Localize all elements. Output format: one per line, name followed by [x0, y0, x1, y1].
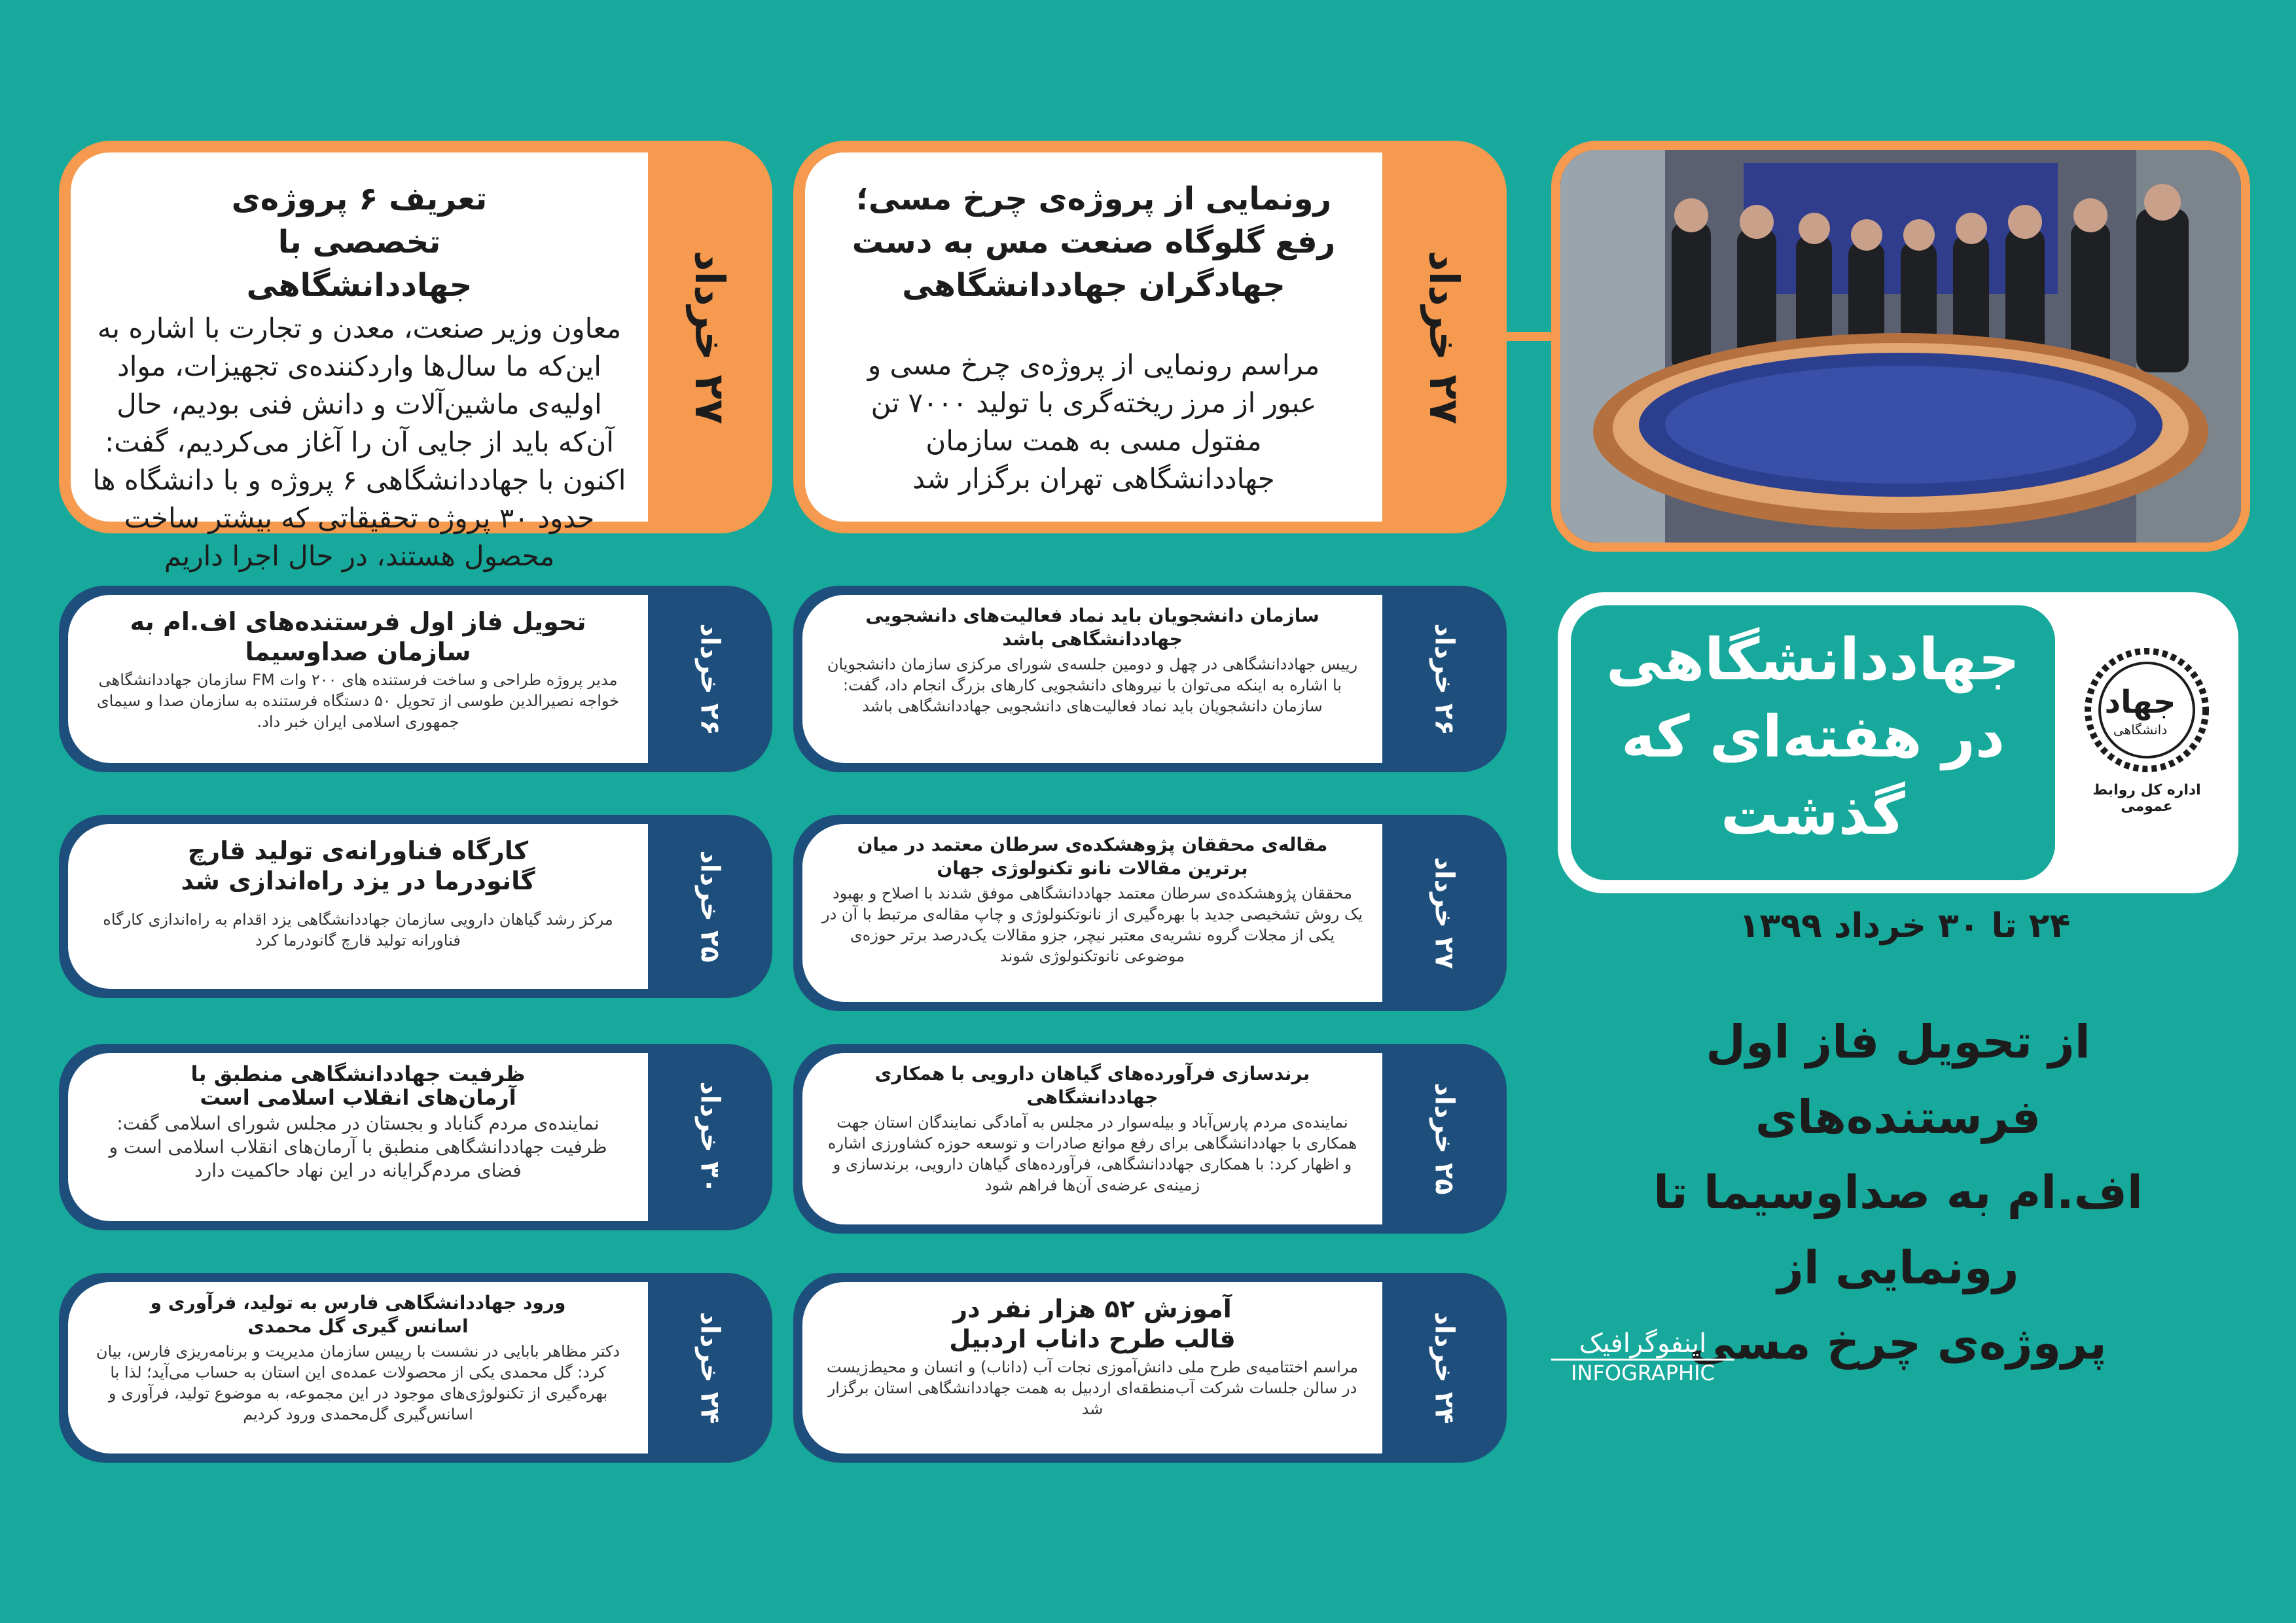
card-title: برندسازی فرآورده‌های گیاهان دارویی با همکاری جهاددانشگاهی	[874, 1063, 1310, 1108]
news-card-danab	[793, 1273, 1507, 1463]
card-title: سازمان دانشجویان باید نماد فعالیت‌های دانشجویی جهاددانشگاهی باشد	[865, 605, 1319, 650]
card-title: رونمایی از پروژه‌ی چرخ مسی؛ رفع گلوگاه صنعت مس به دست جهادگران جهاددانشگاهی	[852, 181, 1336, 304]
card-body: مراسم اختتامیه‌ی طرح ملی دانش‌آموزی نجات آب (داناب) و انسان و محیط‌زیست در سالن جلسات شرکت آب‌منطقه‌ای اردبیل به همت جهاددانشگاهی استان برگزار شد	[827, 1358, 1358, 1418]
card-date: ۲۷ خرداد	[686, 250, 734, 424]
card-body: نماینده‌ی مردم پارس‌آباد و بیله‌سوار در مجلس به آمادگی نمایندگان استان جهت همکاری با جهاددانشگاهی برای رفع موانع صادرات و توسعه حوزه کشاورزی اشاره و اظهار کرد: با همکاری جهاددانشگاهی، فرآورده‌های گیاهان دارویی، برندسازی و زمینه‌ی عرضه‌ی آن‌ها فراهم شود	[827, 1113, 1357, 1194]
card-title: ورود جهاددانشگاهی فارس به تولید، فرآوری و اسانس گیری گل محمدی	[150, 1292, 566, 1337]
date-range: ۲۴ تا ۳۰ خرداد ۱۳۹۹	[1738, 906, 2071, 946]
news-card-revolution-ideals	[59, 1044, 772, 1230]
header-title-line1: جهاددانشگاهی	[1606, 626, 2020, 693]
card-body: نماینده‌ی مردم گناباد و بجستان در مجلس شورای اسلامی گفت: ظرفیت جهاددانشگاهی منطبق با آرمان‌های انقلاب اسلامی است و فضای مردم‌گرایانه در این نهاد حاکمیت دارد	[109, 1113, 607, 1181]
headline-line2: اف.ام به صداوسیما تا رونمایی از	[1653, 1166, 2143, 1294]
card-title: مقاله‌ی محققان پژوهشکده‌ی سرطان معتمد در میان برترین مقالات نانو تکنولوژی جهان	[857, 834, 1328, 879]
card-date: ۲۷ خرداد	[1429, 857, 1460, 969]
news-card-ganoderma	[59, 815, 772, 998]
card-body: مراسم رونمایی از پروژه‌ی چرخ مسی و عبور از مرز ریخته‌گری با تولید ۷۰۰۰ تن مفتول مسی به همت سازمان جهاددانشگاهی تهران برگزار شد	[867, 349, 1320, 495]
card-date: ۲۴ خرداد	[695, 1311, 726, 1424]
card-date: ۲۶ خرداد	[1429, 622, 1460, 736]
event-photo	[1551, 141, 2250, 552]
copper-wheel-photo	[1560, 150, 2241, 543]
card-title: کارگاه فناورانه‌ی تولید قارچ گانودرما در یزد راه‌اندازی شد	[181, 836, 535, 895]
card-body: محققان پژوهشکده‌ی سرطان معتمد جهاددانشگاهی موفق شدند با اصلاح و بهبود یک روش تشخیصی جدید با بهره‌گیری از نانوتکنولوژی و چاپ مقاله‌ی مرتبط با آن در یکی از مجلات گروه نشریه‌ی معتبر نیچر، جزو مقالات یک‌درصد برتر حوزه‌ی موضوعی نانوتکنولوژی شوند	[822, 884, 1363, 965]
headline-line1: از تحویل فاز اول فرستنده‌های	[1706, 1015, 2090, 1144]
news-card-fm-transmitters	[59, 586, 772, 772]
card-date: ۳۰ خرداد	[695, 1080, 726, 1194]
card-title: تحویل فاز اول فرستنده‌های اف.ام به سازمان صداوسیما	[130, 607, 586, 666]
card-date: ۲۷ خرداد	[1420, 250, 1469, 424]
news-card-cancer-article	[793, 815, 1507, 1011]
header-title-line3: گذشت	[1721, 780, 1905, 847]
card-title: ظرفیت جهاددانشگاهی منطبق با آرمان‌های انقلاب اسلامی است	[190, 1061, 526, 1110]
header-title-line2: در هفته‌ای که	[1621, 703, 2005, 770]
card-date: ۲۴ خرداد	[1429, 1311, 1460, 1424]
headline	[1558, 1005, 2238, 1381]
top-card-copper-wheel	[793, 141, 1507, 533]
card-date: ۲۵ خرداد	[695, 850, 726, 963]
headline-line3: پروژه‌ی چرخ مسی	[1689, 1316, 2107, 1370]
news-card-damask-rose	[59, 1273, 772, 1463]
card-date: ۲۵ خرداد	[1429, 1082, 1460, 1195]
card-body: معاون وزیر صنعت، معدن و تجارت با اشاره به این‌که ما سال‌ها واردکننده‌ی تجهیزات، مواد اولیه‌ی ماشین‌آلات و دانش فنی بودیم، حال آن‌که باید از جایی آن را آغاز می‌کردیم، گفت: اکنون با جهاددانشگاهی ۶ پروژه و با دانشگاه ها حدود ۳۰ پروژه تحقیقاتی که بیشتر ساخت محصول هستند، در حال اجرا داریم	[92, 312, 626, 572]
card-body: مرکز رشد گیاهان دارویی سازمان جهاددانشگاهی یزد اقدام به راه‌اندازی کارگاه فناورانه تولید قارچ گانودرما کرد	[103, 910, 613, 950]
logo-subtext: دانشگاهی	[2113, 722, 2168, 738]
logo-text: جهاد	[2104, 684, 2176, 721]
infographic-fa: اینفوگرافیک	[1579, 1329, 1707, 1359]
card-title: تعریف ۶ پروژه‌ی تخصصی با جهاددانشگاهی	[231, 181, 488, 304]
header-box	[1558, 592, 2238, 893]
infographic-en: INFOGRAPHIC	[1551, 1359, 1734, 1385]
card-title: آموزش ۵۲ هزار نفر در قالب طرح داناب اردبیل	[949, 1294, 1236, 1353]
connector-line	[1505, 332, 1558, 341]
header-title-panel	[1571, 605, 2055, 880]
logo-caption: اداره کل روابط عمومی	[2092, 782, 2201, 815]
logo	[2075, 645, 2219, 841]
news-card-student-org	[793, 586, 1507, 772]
news-card-herbal-branding	[793, 1044, 1507, 1234]
card-body: دکتر مظاهر بابایی در نشست با رییس سازمان مدیریت و برنامه‌ریزی فارس، بیان کرد: گل محمدی یکی از محصولات عمده‌ی این استان به حساب می‌آید؛ لذا با بهره‌گیری از تکنولوژی‌های موجود در این مجموعه، به موضوع تولید، فرآوری و اسانس‌گیری گل‌محمدی ورود کردیم	[96, 1342, 620, 1423]
card-body: رییس جهاددانشگاهی در چهل و دومین جلسه‌ی شورای مرکزی سازمان دانشجویان با اشاره به اینکه می‌توان با نیروهای دانشجویی کارهای بزرگ انجام داد، گفت: سازمان دانشجویان باید نماد فعالیت‌های دانشجویی جهاددانشگاهی باشد	[827, 655, 1358, 715]
card-body: مدیر پروژه طراحی و ساخت فرستنده های ۲۰۰ وات FM سازمان جهاددانشگاهی خواجه نصیرالدین طوسی از تحویل ۵۰ دستگاه فرستنده به سازمان صدا و سیمای جمهوری اسلامی ایران خبر داد.	[96, 671, 620, 731]
infographic-label	[1551, 1329, 1734, 1385]
card-date: ۲۶ خرداد	[695, 622, 726, 736]
top-card-six-projects	[59, 141, 772, 572]
